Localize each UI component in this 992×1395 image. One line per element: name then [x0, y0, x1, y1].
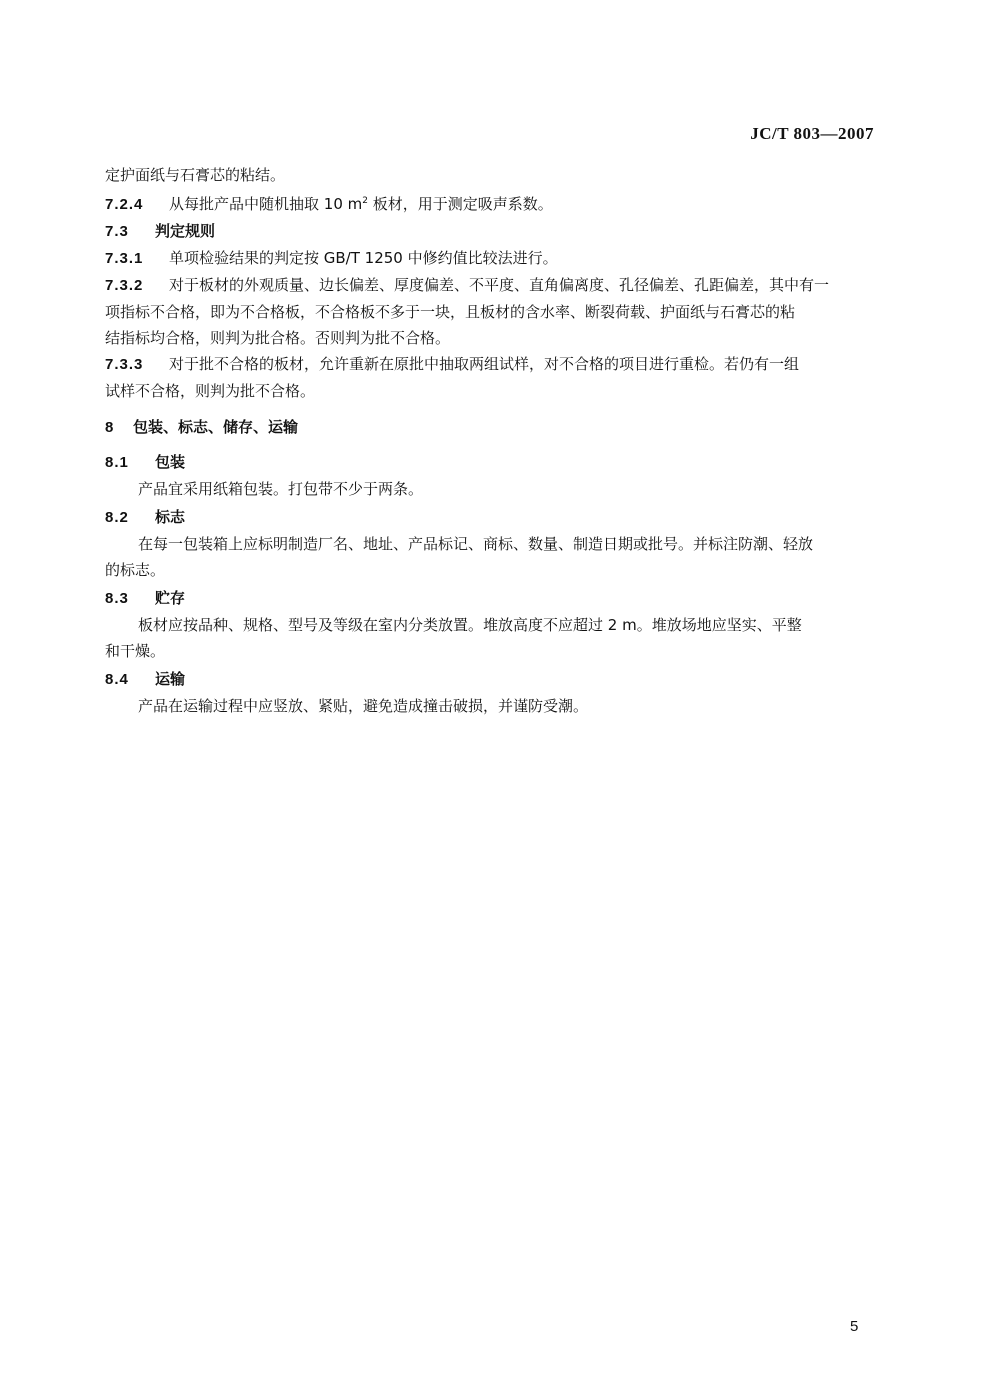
clause-number: 7.3.3 [105, 356, 144, 373]
clause-number: 7.3.1 [105, 250, 144, 267]
section-number: 8.4 [105, 671, 129, 688]
section-title: 判定规则 [155, 222, 216, 240]
clause-text: 单项检验结果的判定按 GB/T 1250 中修约值比较法进行。 [169, 249, 558, 267]
clause-text-line: 项指标不合格，即为不合格板，不合格板不多于一块，且板材的含水率、断裂荷载、护面纸与石膏芯的粘 [105, 303, 796, 321]
section-8-4 [105, 666, 875, 719]
section-number: 7.3 [105, 223, 129, 240]
continuation-text: 定护面纸与石膏芯的粘结。 [105, 166, 286, 184]
page-number: 5 [850, 1318, 859, 1335]
clause-text-cont: 板材，用于测定吸声系数。 [367, 195, 553, 213]
section-title: 包装 [155, 453, 186, 471]
clause-text-line: 对于板材的外观质量、边长偏差、厚度偏差、不平度、直角偏离度、孔径偏差、孔距偏差，其中有一 [169, 276, 830, 294]
section-title: 贮存 [155, 589, 186, 607]
section-text: 产品宜采用纸箱包装。打包带不少于两条。 [138, 480, 424, 498]
section-number: 8.1 [105, 454, 129, 471]
section-text-line: 的标志。 [105, 561, 166, 579]
section-text-line: 和干燥。 [105, 642, 166, 660]
chapter-8-heading [105, 414, 875, 441]
standard-code: JC/T 803—2007 [750, 124, 874, 143]
section-text: 产品在运输过程中应竖放、紧贴，避免造成撞击破损，并谨防受潮。 [138, 697, 589, 715]
clause-text-line: 试样不合格，则判为批不合格。 [105, 382, 316, 400]
section-text-line: 在每一包装箱上应标明制造厂名、地址、产品标记、商标、数量、制造日期或批号。并标注防潮、轻放 [138, 535, 814, 553]
section-title: 标志 [155, 508, 186, 526]
section-number: 8.2 [105, 509, 129, 526]
section-text-line: 板材应按品种、规格、型号及等级在室内分类放置。堆放高度不应超过 2 m。堆放场地应坚实、平整 [138, 616, 802, 634]
section-8-3 [105, 585, 875, 664]
clause-7-2-4 [105, 188, 875, 218]
superscript: 2 [362, 196, 368, 206]
section-title: 运输 [155, 670, 186, 688]
clause-7-3-1 [105, 245, 875, 272]
section-8-1 [105, 449, 875, 502]
chapter-title: 包装、标志、储存、运输 [133, 418, 299, 436]
clause-7-3-2 [105, 272, 875, 351]
section-7-3-heading [105, 218, 875, 245]
clause-text: 从每批产品中随机抽取 10 m [169, 195, 363, 213]
clause-7-3-3 [105, 351, 875, 404]
section-number: 8.3 [105, 590, 129, 607]
clause-number: 7.3.2 [105, 277, 144, 294]
chapter-number: 8 [105, 419, 115, 436]
clause-text-line: 对于批不合格的板材，允许重新在原批中抽取两组试样，对不合格的项目进行重检。若仍有一组 [169, 355, 800, 373]
section-8-2 [105, 504, 875, 583]
document-body [105, 162, 875, 719]
clause-text-line: 结指标均合格，则判为批合格。否则判为批不合格。 [105, 329, 451, 347]
clause-number: 7.2.4 [105, 196, 144, 213]
